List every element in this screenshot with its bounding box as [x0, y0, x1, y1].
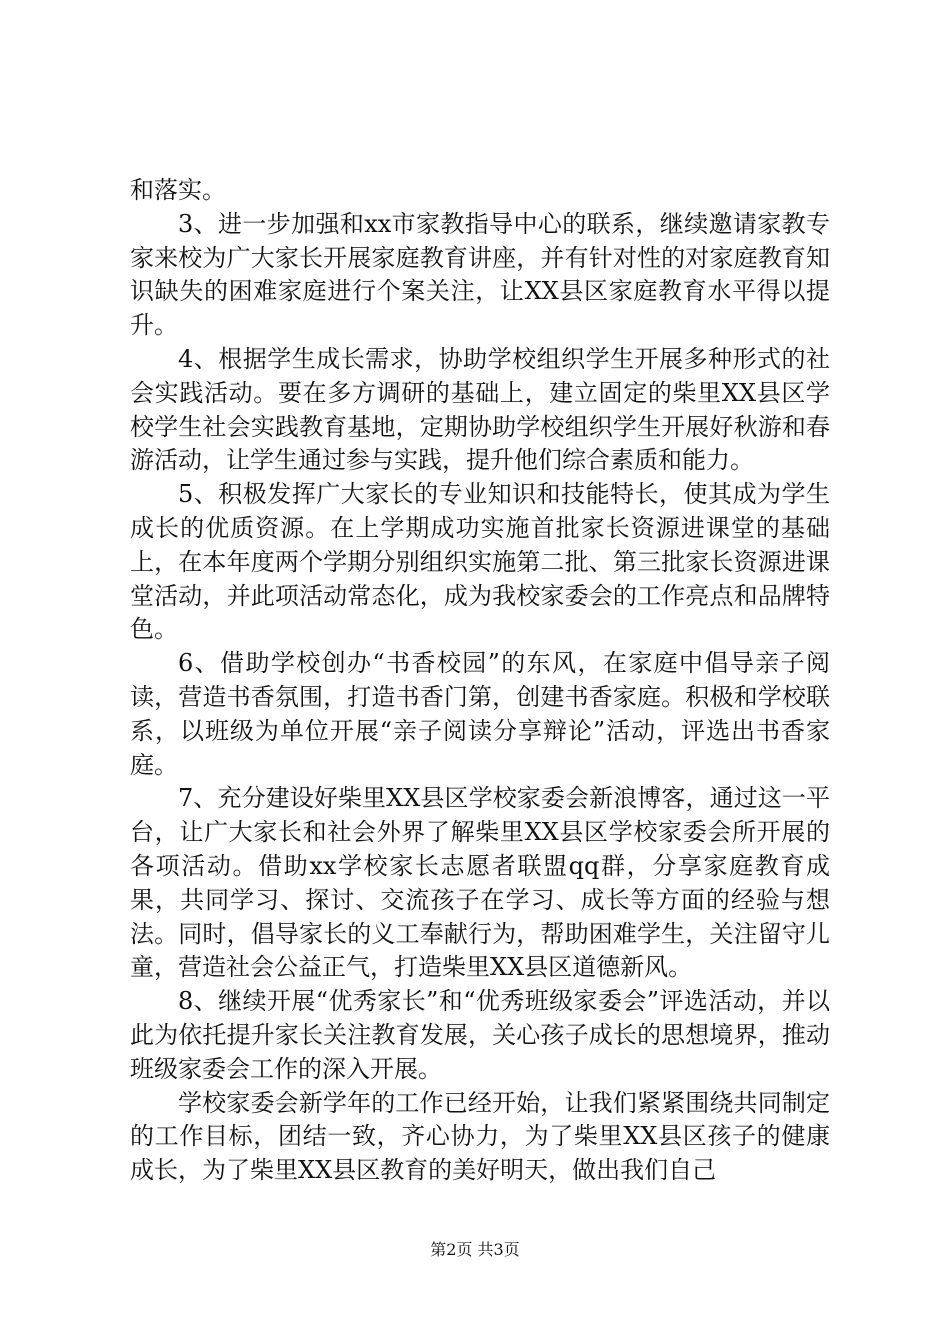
paragraph-item-7: 7、充分建设好柴里XX县区学校家委会新浪博客，通过这一平台，让广大家长和社会外界了解柴里XX县区学校家委会所开展的各项活动。借助xx学校家长志愿者联盟qq群，分享家庭教育成果，共同学习、探讨、交流孩子在学习、成长等方面的经验与想法。同时，倡导家长的义工奉献行为，帮助困难学生，关注留守儿童，营造社会公益正气，打造柴里XX县区道德新风。: [130, 784, 830, 982]
document-body: [130, 174, 830, 1188]
paragraph-item-4: 4、根据学生成长需求，协助学校组织学生开展多种形式的社会实践活动。要在多方调研的基础上，建立固定的柴里XX县区学校学生社会实践教育基地，定期协助学校组织学生开展好秋游和春游活动，让学生通过参与实践，提升他们综合素质和能力。: [130, 344, 830, 475]
page-footer: 第2页 共3页: [430, 1240, 520, 1259]
paragraph-item-5: 5、积极发挥广大家长的专业知识和技能特长，使其成为学生成长的优质资源。在上学期成功实施首批家长资源进课堂的基础上，在本年度两个学期分别组织实施第二批、第三批家长资源进课堂活动，并此项活动常态化，成为我校家委会的工作亮点和品牌特色。: [130, 480, 830, 644]
paragraph-item-6: 6、借助学校创办“书香校园”的东风，在家庭中倡导亲子阅读，营造书香氛围，打造书香门第，创建书香家庭。积极和学校联系，以班级为单位开展“亲子阅读分享辩论”活动，评选出书香家庭。: [130, 649, 830, 779]
paragraph-item-8: 8、继续开展“优秀家长”和“优秀班级家委会”评选活动，并以此为依托提升家长关注教育发展，关心孩子成长的思想境界，推动班级家委会工作的深入开展。: [130, 987, 830, 1083]
paragraph-item-3: 3、进一步加强和xx市家教指导中心的联系，继续邀请家教专家来校为广大家长开展家庭教育讲座，并有针对性的对家庭教育知识缺失的困难家庭进行个案关注，让XX县区家庭教育水平得以提升。: [130, 209, 830, 340]
paragraph-continuation: 和落实。: [130, 176, 226, 204]
paragraph-closing: 学校家委会新学年的工作已经开始，让我们紧紧围绕共同制定的工作目标，团结一致，齐心协力，为了柴里XX县区孩子的健康成长，为了柴里XX县区教育的美好明天，做出我们自己: [130, 1088, 830, 1185]
